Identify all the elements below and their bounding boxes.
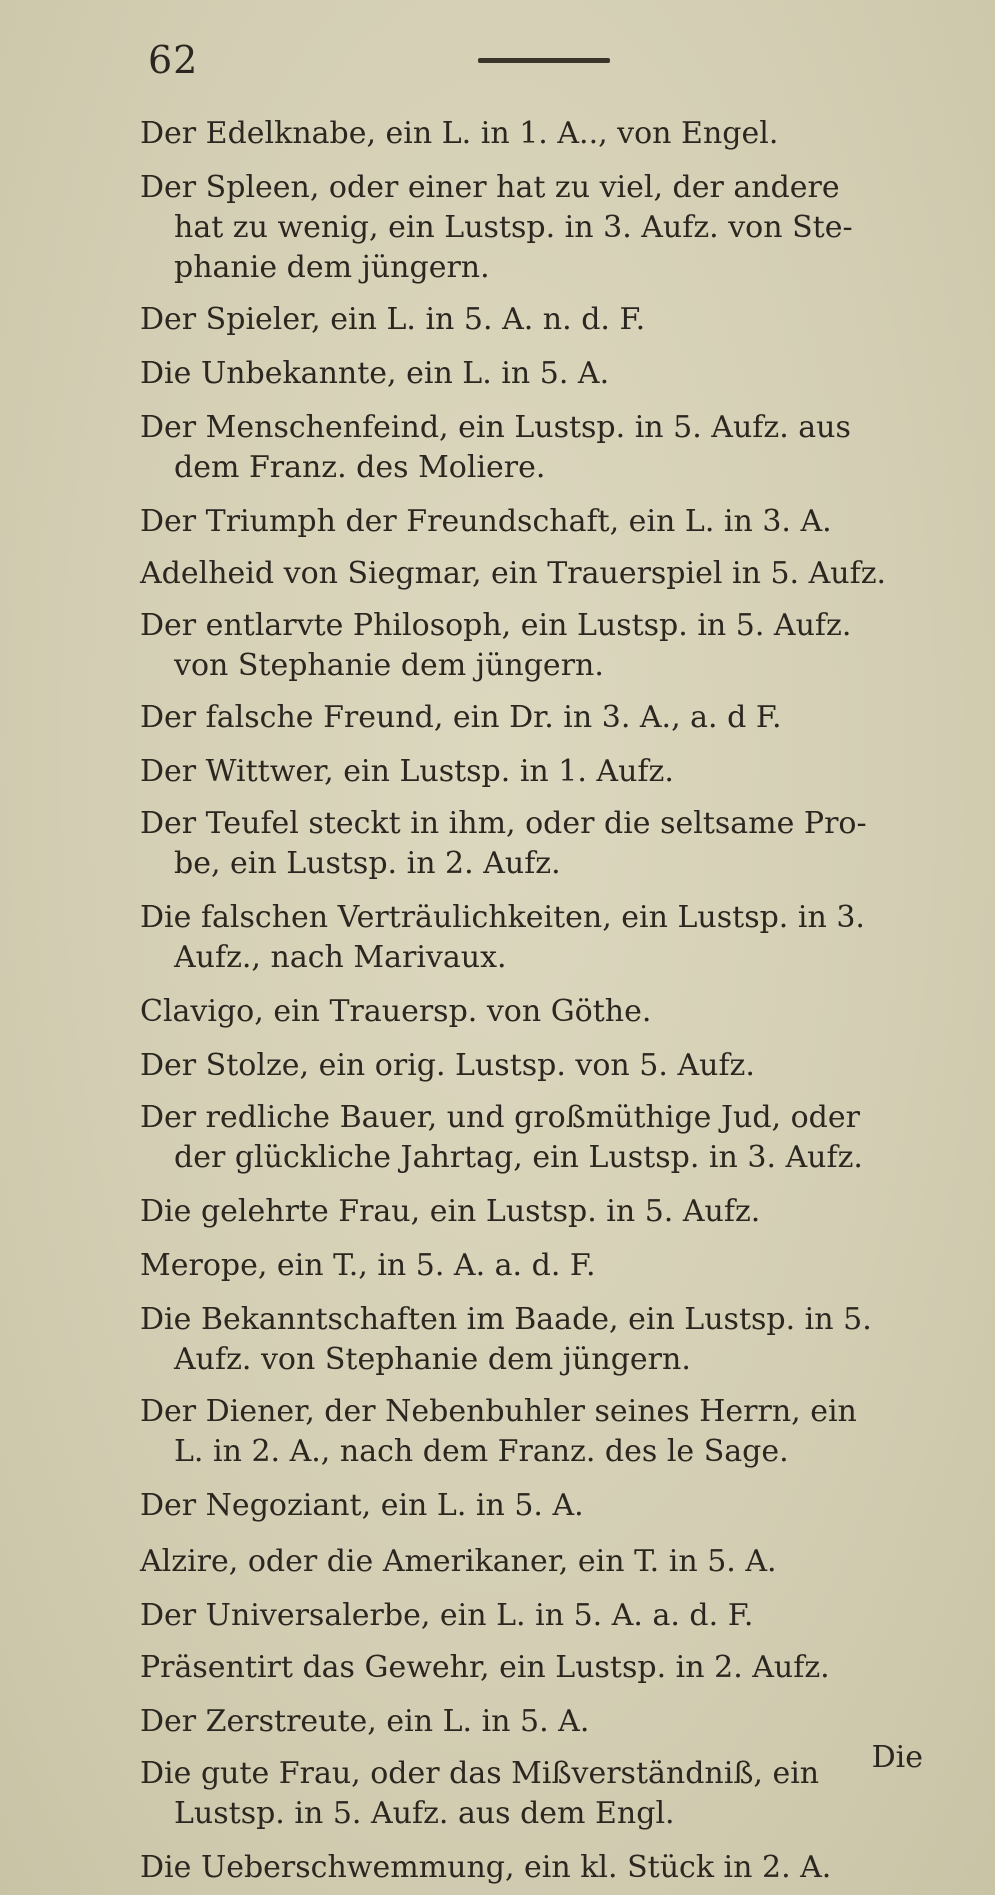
play-entry (140, 1848, 940, 1888)
entry-title-line: Der Spieler, ein L. in 5. A. n. d. F. (140, 302, 646, 337)
play-entry (140, 752, 940, 792)
catchword: Die (871, 1740, 923, 1775)
play-entry (140, 1754, 940, 1834)
entry-title-line: Der Universalerbe, ein L. in 5. A. a. d. F. (140, 1598, 754, 1633)
entry-continuation-line: der glückliche Jahrtag, ein Lustsp. in 3. Aufz. (174, 1140, 863, 1175)
play-entry (140, 408, 940, 488)
entry-title-line: Die Bekanntschaften im Baade, ein Lustsp. in 5. (140, 1302, 872, 1337)
play-list (140, 102, 940, 1888)
play-entry (140, 502, 940, 542)
play-entry (140, 1098, 940, 1178)
entry-title-line: Der Stolze, ein orig. Lustsp. von 5. Aufz. (140, 1048, 755, 1083)
entry-title-line: Präsentirt das Gewehr, ein Lustsp. in 2. Aufz. (140, 1650, 830, 1685)
entry-title-line: Der Zerstreute, ein L. in 5. A. (140, 1704, 590, 1739)
play-entry (140, 698, 940, 738)
play-entry (140, 804, 940, 884)
play-entry (140, 992, 940, 1032)
play-entry (140, 114, 940, 154)
entry-continuation-line: Aufz., nach Marivaux. (174, 940, 507, 975)
entry-title-line: Der redliche Bauer, und großmüthige Jud, oder (140, 1100, 860, 1135)
entry-title-line: Der falsche Freund, ein Dr. in 3. A., a. d F. (140, 700, 782, 735)
entry-title-line: Merope, ein T., in 5. A. a. d. F. (140, 1248, 596, 1283)
play-entry (140, 1246, 940, 1286)
play-entry (140, 1648, 940, 1688)
entry-title-line: Der Wittwer, ein Lustsp. in 1. Aufz. (140, 754, 674, 789)
entry-title-line: Die gelehrte Frau, ein Lustsp. in 5. Aufz. (140, 1194, 761, 1229)
entry-title-line: Der Triumph der Freundschaft, ein L. in 3. A. (140, 504, 832, 539)
entry-title-line: Der Teufel steckt in ihm, oder die seltsame Pro- (140, 806, 867, 841)
play-entry (140, 1542, 940, 1582)
entry-title-line: Die Ueberschwemmung, ein kl. Stück in 2. A. (140, 1850, 832, 1885)
entry-continuation-line: Lustsp. in 5. Aufz. aus dem Engl. (174, 1796, 675, 1831)
entry-continuation-line: be, ein Lustsp. in 2. Aufz. (174, 846, 561, 881)
entry-title-line: Der Spleen, oder einer hat zu viel, der andere (140, 170, 840, 205)
entry-title-line: Der Negoziant, ein L. in 5. A. (140, 1488, 584, 1523)
entry-title-line: Der entlarvte Philosoph, ein Lustsp. in 5. Aufz. (140, 608, 852, 643)
entry-title-line: Der Edelknabe, ein L. in 1. A.., von Engel. (140, 116, 779, 151)
play-entry (140, 1702, 940, 1742)
entry-title-line: Adelheid von Siegmar, ein Trauerspiel in 5. Aufz. (140, 556, 887, 591)
entry-continuation-line: phanie dem jüngern. (174, 250, 490, 285)
play-entry (140, 1486, 940, 1526)
entry-title-line: Die Unbekannte, ein L. in 5. A. (140, 356, 610, 391)
entry-continuation-line: hat zu wenig, ein Lustsp. in 3. Aufz. von Ste- (174, 210, 853, 245)
entry-continuation-line: dem Franz. des Moliere. (174, 450, 546, 485)
play-entry (140, 1392, 940, 1472)
entry-title-line: Die gute Frau, oder das Mißverständniß, ein (140, 1756, 820, 1791)
play-entry (140, 554, 940, 594)
header-rule (478, 58, 610, 63)
entry-title-line: Die falschen Verträulichkeiten, ein Lustsp. in 3. (140, 900, 865, 935)
entry-continuation-line: Aufz. von Stephanie dem jüngern. (174, 1342, 691, 1377)
entry-title-line: Der Diener, der Nebenbuhler seines Herrn, ein (140, 1394, 857, 1429)
play-entry (140, 898, 940, 978)
entry-title-line: Clavigo, ein Trauersp. von Göthe. (140, 994, 652, 1029)
page-number: 62 (148, 38, 199, 82)
entry-title-line: Der Menschenfeind, ein Lustsp. in 5. Aufz. aus (140, 410, 851, 445)
play-entry (140, 1192, 940, 1232)
play-entry (140, 606, 940, 686)
play-entry (140, 354, 940, 394)
play-entry (140, 300, 940, 340)
play-entry (140, 168, 940, 288)
play-entry (140, 1596, 940, 1636)
entry-continuation-line: L. in 2. A., nach dem Franz. des le Sage. (174, 1434, 789, 1469)
play-entry (140, 1300, 940, 1380)
play-entry (140, 1046, 940, 1086)
entry-continuation-line: von Stephanie dem jüngern. (174, 648, 604, 683)
entry-title-line: Alzire, oder die Amerikaner, ein T. in 5. A. (140, 1544, 777, 1579)
